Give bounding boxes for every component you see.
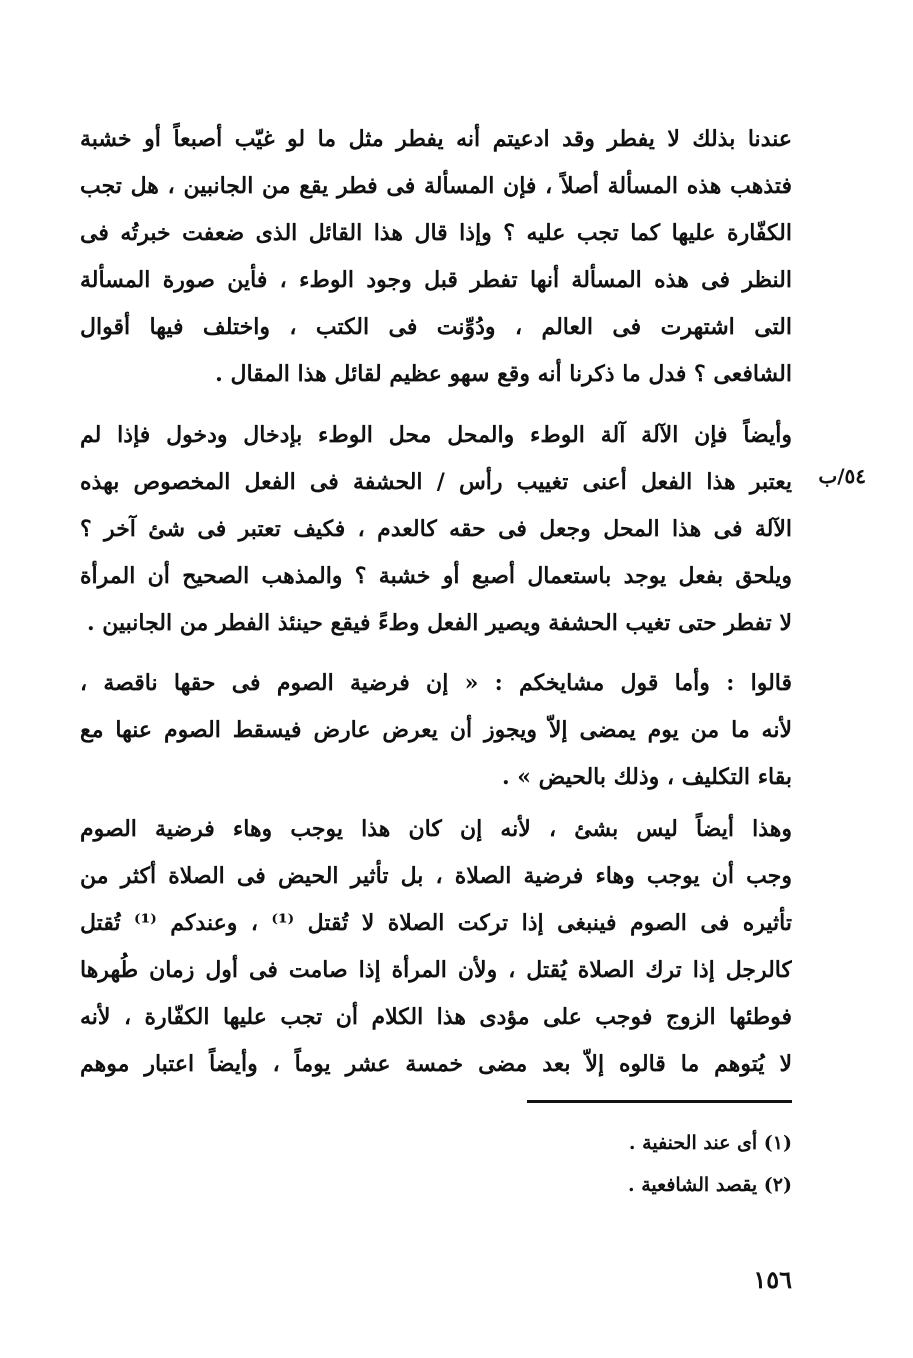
- paragraph-2: [80, 412, 792, 647]
- text-line: لا يُتوهم ما قالوه إلاّ بعد مضى خمسة عشر يوماً ، وأيضاً اعتبار موهم: [80, 1051, 792, 1077]
- text-line: الكفّارة عليها كما تجب عليه ؟ وإذا قال هذا القائل الذى ضعفت خبرتُه فى: [80, 220, 792, 246]
- manuscript-folio-note: ٥٤/ب: [818, 464, 866, 488]
- text-line: التى اشتهرت فى العالم ، ودُوِّنت فى الكتب ، واختلف فيها أقوال: [80, 314, 792, 340]
- text-line: بقاء التكليف ، وذلك بالحيض » .: [501, 764, 792, 790]
- text-line: النظر فى هذه المسألة أنها تفطر قبل وجود الوطء ، فأين صورة المسألة: [80, 267, 792, 293]
- text-line: وأيضاً فإن الآلة آلة الوطء والمحل محل الوطء بإدخال ودخول فإذا لم: [80, 422, 792, 448]
- footnote-1: (١) أى عند الحنفية .: [628, 1132, 792, 1154]
- text-line: يعتبر هذا الفعل أعنى تغييب رأس / الحشفة فى الفعل المخصوص بهذه: [80, 469, 792, 495]
- text-line: تأثيره فى الصوم فينبغى إذا تركت الصلاة لا تُقتل ⁽¹⁾ ، وعندكم ⁽¹⁾ تُقتل: [80, 910, 792, 936]
- paragraph-3: [80, 660, 792, 801]
- text-line: لا تفطر حتى تغيب الحشفة ويصير الفعل وطءً فيقع حينئذ الفطر من الجانبين .: [86, 610, 792, 636]
- text-line: ويلحق بفعل يوجد باستعمال أصبع أو خشبة ؟ والمذهب الصحيح أن المرأة: [80, 563, 792, 589]
- text-line: وجب أن يوجب وهاء فرضية الصلاة ، بل تأثير الحيض فى الصلاة أكثر من: [80, 863, 792, 889]
- text-line: عندنا بذلك لا يفطر وقد ادعيتم أنه يفطر مثل ما لو غيّب أصبعاً أو خشبة: [80, 126, 792, 152]
- text-line: فوطئها الزوج فوجب على مؤدى هذا الكلام أن تجب عليها الكفّارة ، لأنه: [80, 1004, 792, 1030]
- footnotes: [380, 1122, 792, 1206]
- footnote-2: (٢) يقصد الشافعية .: [628, 1174, 792, 1196]
- page-number: ١٥٦: [753, 1265, 792, 1294]
- text-line: كالرجل إذا ترك الصلاة يُقتل ، ولأن المرأة إذا صامت فى أول زمان طُهرها: [80, 957, 792, 983]
- paragraph-4: [80, 806, 792, 1088]
- text-line: فتذهب هذه المسألة أصلاً ، فإن المسألة فى فطر يقع من الجانبين ، هل تجب: [80, 173, 792, 199]
- text-line: قالوا : وأما قول مشايخكم : « إن فرضية الصوم فى حقها ناقصة ،: [80, 670, 792, 696]
- footnote-divider: [527, 1100, 792, 1103]
- paragraph-1: [80, 116, 792, 398]
- text-line: وهذا أيضاً ليس بشئ ، لأنه إن كان هذا يوجب وهاء فرضية الصوم: [80, 816, 792, 842]
- text-line: الآلة فى هذا المحل وجعل فى حقه كالعدم ، فكيف تعتبر فى شئ آخر ؟: [80, 516, 792, 542]
- text-line: لأنه ما من يوم يمضى إلاّ ويجوز أن يعرض عارض فيسقط الصوم عنها مع: [80, 717, 792, 743]
- text-line: الشافعى ؟ فدل ما ذكرنا أنه وقع سهو عظيم لقائل هذا المقال .: [215, 361, 792, 387]
